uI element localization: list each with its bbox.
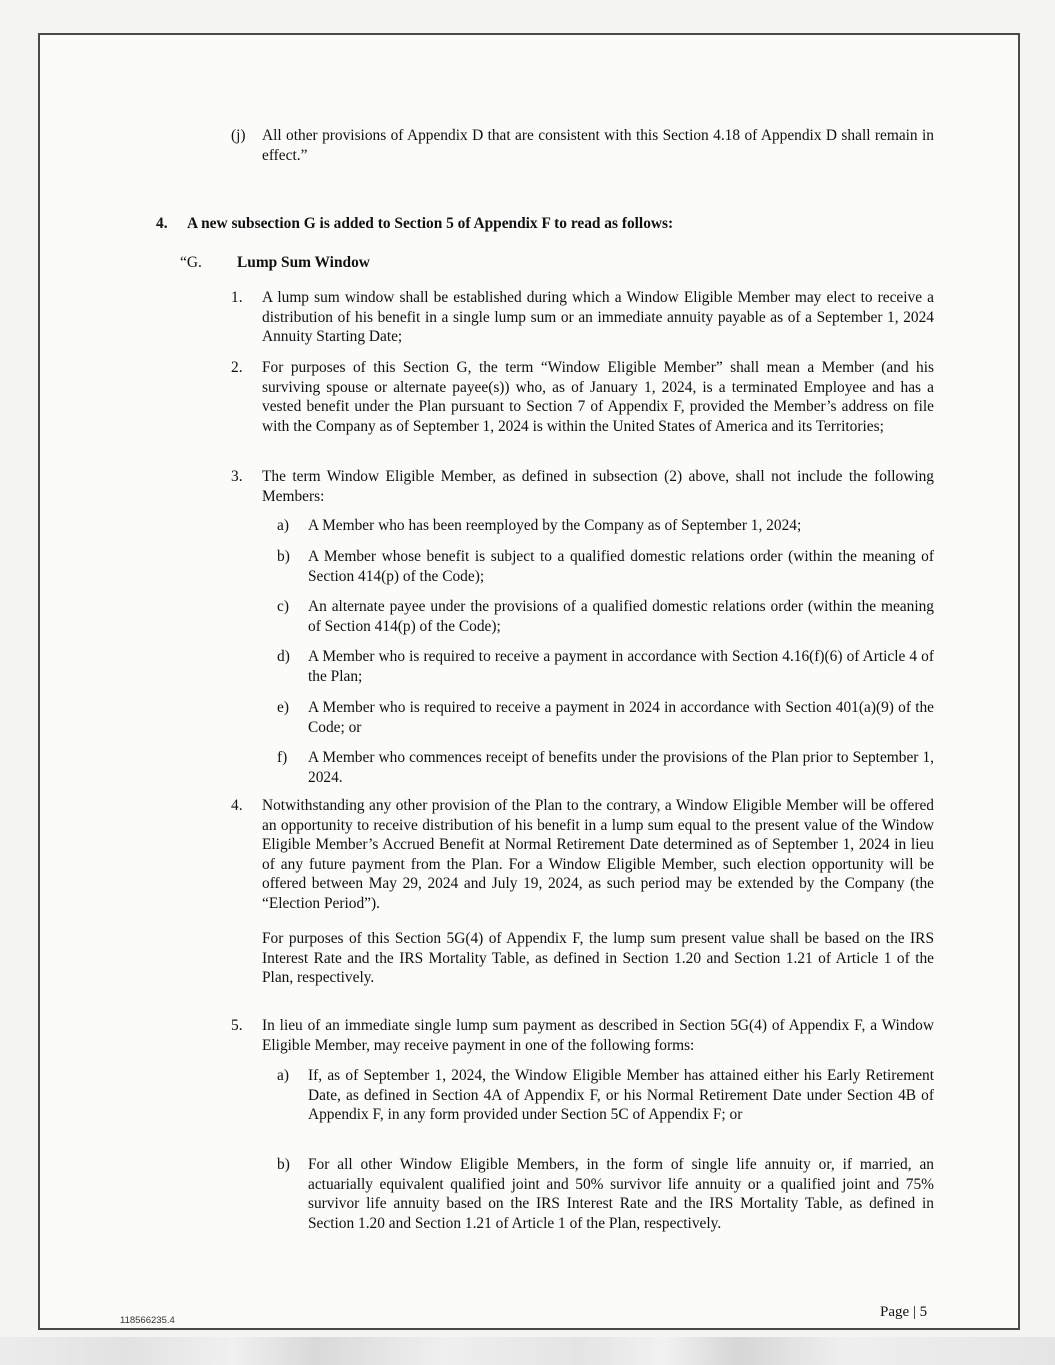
section-heading: A new subsection G is added to Section 5 of Appendix F to read as follows: <box>187 215 674 232</box>
item-number: 3. <box>231 468 243 485</box>
exclusion-label: a) <box>277 517 289 534</box>
form-text: For all other Window Eligible Members, in the form of single life annuity or, if married, an actuarially equivalent qualified joint and 50% survivor life annuity or a qualified joint and 75% survivor life annuity based on the IRS Interest Rate and the IRS Mortality Table, as defined in Section 1.20 and Section 1.21 of Article 1 of the Plan, respectively. <box>308 1156 934 1232</box>
item-text: In lieu of an immediate single lump sum payment as described in Section 5G(4) of Appendix F, a Window Eligible Member, may receive payment in one of the following forms: <box>262 1017 934 1054</box>
item-text: The term Window Eligible Member, as defined in subsection (2) above, shall not include the following Members: <box>262 468 934 505</box>
exclusion-text: A Member who is required to receive a payment in accordance with Section 4.16(f)(6) of Article 4 of the Plan; <box>308 648 934 685</box>
item-number: 1. <box>231 289 243 306</box>
form-label: a) <box>277 1067 289 1084</box>
form-label: b) <box>277 1156 290 1173</box>
item-j-label: (j) <box>231 127 246 144</box>
exclusion-label: f) <box>277 749 288 766</box>
section-number: 4. <box>156 215 168 232</box>
exclusion-text: A Member who is required to receive a payment in 2024 in accordance with Section 401(a)(9) of the Code; or <box>308 699 934 736</box>
scan-artifact <box>0 1337 1055 1365</box>
exclusion-label: e) <box>277 699 289 716</box>
exclusion-text: A Member who has been reemployed by the Company as of September 1, 2024; <box>308 517 802 534</box>
item-paragraph: For purposes of this Section 5G(4) of Appendix F, the lump sum present value shall be based on the IRS Interest Rate and the IRS Mortality Table, as defined in Section 1.20 and Section 1.21 of Article 1 of the Plan, respectively. <box>262 930 934 987</box>
page-number: Page | 5 <box>880 1304 928 1320</box>
subsection-label: “G. <box>180 254 202 271</box>
item-text: Notwithstanding any other provision of the Plan to the contrary, a Window Eligible Member will be offered an opportunity to receive distribution of his benefit in a lump sum equal to the present value of the Window Eligible Member’s Accrued Benefit at Normal Retirement Date determined as of September 1, 2024 in lieu of any future payment from the Plan. For a Window Eligible Member, such election opportunity will be offered between May 29, 2024 and July 19, 2024, as such period may be extended by the Company (the “Election Period”). <box>262 797 934 912</box>
exclusion-text: An alternate payee under the provisions of a qualified domestic relations order (within the meaning of Section 414(p) of the Code); <box>308 598 934 635</box>
exclusion-text: A Member who commences receipt of benefits under the provisions of the Plan prior to September 1, 2024. <box>308 749 934 786</box>
exclusion-label: d) <box>277 648 290 665</box>
item-text: A lump sum window shall be established during which a Window Eligible Member may elect to receive a distribution of his benefit in a single lump sum or an immediate annuity payable as of a September 1, 2024 Annuity Starting Date; <box>262 289 934 346</box>
item-number: 5. <box>231 1017 243 1034</box>
exclusion-text: A Member whose benefit is subject to a qualified domestic relations order (within the meaning of Section 414(p) of the Code); <box>308 548 934 585</box>
item-number: 2. <box>231 359 243 376</box>
document-id: 118566235.4 <box>120 1315 175 1326</box>
item-number: 4. <box>231 797 243 814</box>
subsection-title: Lump Sum Window <box>237 254 370 271</box>
exclusion-label: c) <box>277 598 289 615</box>
item-text: For purposes of this Section G, the term “Window Eligible Member” shall mean a Member (and his surviving spouse or alternate payee(s)) who, as of January 1, 2024, is a terminated Employee and has a vested benefit under the Plan pursuant to Section 7 of Appendix F, provided the Member’s address on file with the Company as of September 1, 2024 is within the United States of America and its Territories; <box>262 359 934 435</box>
form-text: If, as of September 1, 2024, the Window Eligible Member has attained either his Early Retirement Date, as defined in Section 4A of Appendix F, or his Normal Retirement Date under Section 4B of Appendix F, in any form provided under Section 5C of Appendix F; or <box>308 1067 934 1124</box>
item-j-text: All other provisions of Appendix D that are consistent with this Section 4.18 of Appendix D shall remain in effect.” <box>262 127 934 164</box>
exclusion-label: b) <box>277 548 290 565</box>
